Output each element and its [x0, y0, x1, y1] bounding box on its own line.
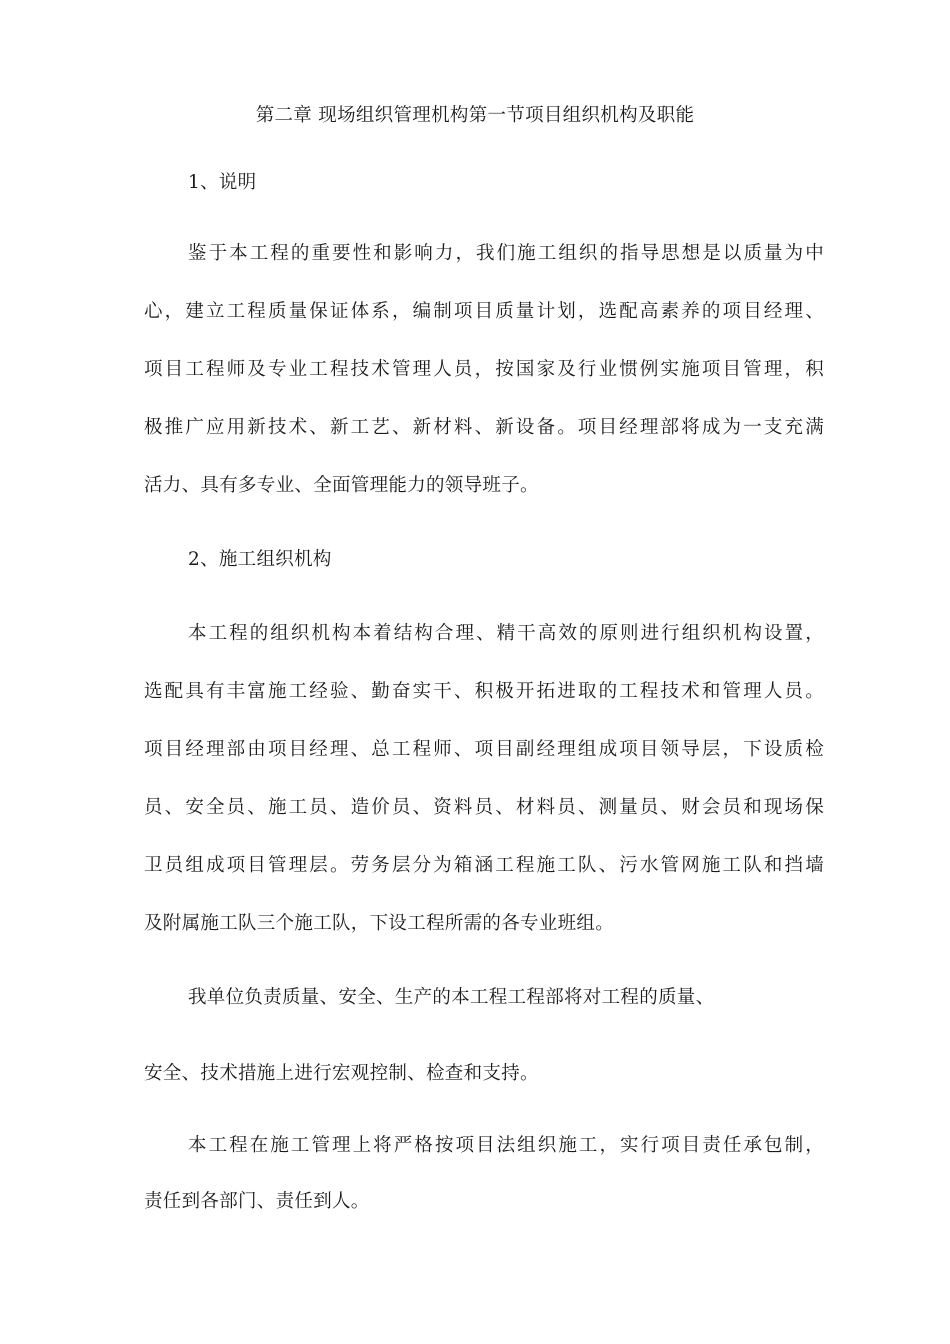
section1-line: 极推广应用新技术、新工艺、新材料、新设备。项目经理部将成为一支充满 [144, 417, 824, 438]
section2-para3-line: 责任到各部门、责任到人。 [144, 1191, 370, 1212]
section2-para1-line: 本工程的组织机构本着结构合理、精干高效的原则进行组织机构设置， [188, 623, 824, 644]
document-title: 第二章 现场组织管理机构第一节项目组织机构及职能 [255, 105, 695, 126]
section2-para1-line: 卫员组成项目管理层。劳务层分为箱涵工程施工队、污水管网施工队和挡墙 [144, 855, 824, 876]
section1-heading: 1、说明 [188, 172, 257, 193]
section1-line: 鉴于本工程的重要性和影响力，我们施工组织的指导思想是以质量为中 [188, 243, 824, 264]
section2-para3-line: 本工程在施工管理上将严格按项目法组织施工，实行项目责任承包制， [188, 1135, 824, 1156]
section2-para1-line: 项目经理部由项目经理、总工程师、项目副经理组成项目领导层，下设质检 [144, 739, 824, 760]
section1-line: 心，建立工程质量保证体系，编制项目质量计划，选配高素养的项目经理、 [144, 301, 824, 322]
section1-line: 活力、具有多专业、全面管理能力的领导班子。 [144, 475, 539, 496]
section2-para1-line: 选配具有丰富施工经验、勤奋实干、积极开拓进取的工程技术和管理人员。 [144, 681, 824, 702]
section1-line: 项目工程师及专业工程技术管理人员，按国家及行业惯例实施项目管理，积 [144, 359, 824, 380]
section2-para2-line: 我单位负责质量、安全、生产的本工程工程部将对工程的质量、 [188, 987, 715, 1008]
section2-para1-line: 及附属施工队三个施工队，下设工程所需的各专业班组。 [144, 913, 615, 934]
section2-para1-line: 员、安全员、施工员、造价员、资料员、材料员、测量员、财会员和现场保 [144, 797, 824, 818]
section2-para2-line: 安全、技术措施上进行宏观控制、检查和支持。 [144, 1063, 539, 1084]
section2-heading: 2、施工组织机构 [188, 549, 332, 570]
